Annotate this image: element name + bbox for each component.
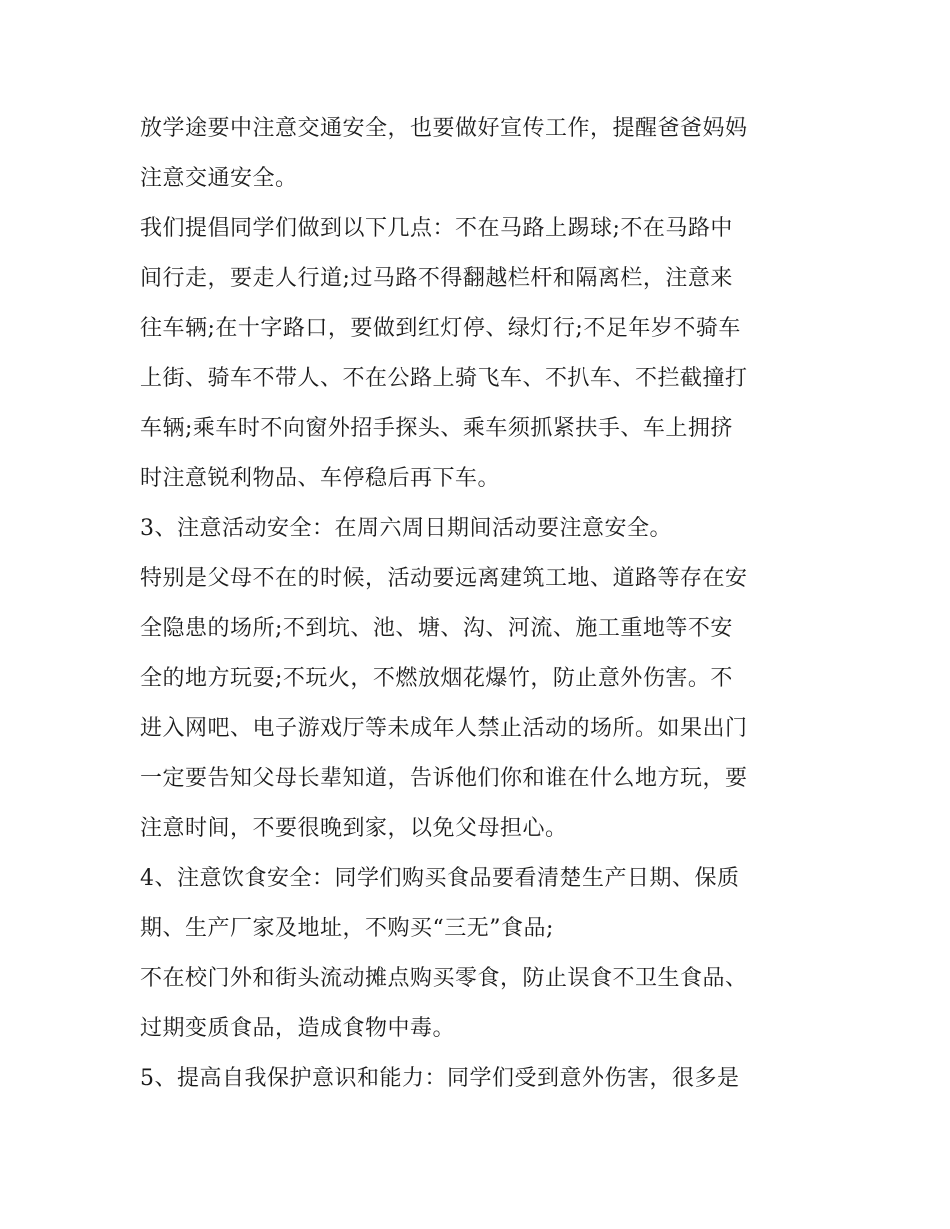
text-line: 注意交通安全。 xyxy=(140,166,298,191)
text-line: 全隐患的场所;不到坑、池、塘、沟、河流、施工重地等不安 xyxy=(140,616,733,641)
text-line: 上街、骑车不带人、不在公路上骑飞车、不扒车、不拦截撞打 xyxy=(140,366,748,391)
text-line: 进入网吧、电子游戏厅等未成年人禁止活动的场所。如果出门 xyxy=(140,716,748,741)
paragraph-self-protection xyxy=(140,1054,830,1104)
text-line: 期、生产厂家及地址，不购买“三无”食品; xyxy=(140,916,554,941)
text-line: 4、注意饮食安全：同学们购买食品要看清楚生产日期、保质 xyxy=(140,866,740,891)
paragraph-traffic-reminder xyxy=(140,104,830,204)
text-line: 不在校门外和街头流动摊点购买零食，防止误食不卫生食品、 xyxy=(140,966,748,991)
paragraph-food-safety-detail xyxy=(140,954,830,1054)
paragraph-food-safety xyxy=(140,854,830,954)
paragraph-traffic-rules xyxy=(140,204,830,504)
text-line: 时注意锐利物品、车停稳后再下车。 xyxy=(140,466,501,491)
text-line: 车辆;乘车时不向窗外招手探头、乘车须抓紧扶手、车上拥挤 xyxy=(140,416,733,441)
document-body xyxy=(140,104,830,1104)
text-line: 全的地方玩耍;不玩火，不燃放烟花爆竹，防止意外伤害。不 xyxy=(140,666,733,691)
paragraph-activity-safety xyxy=(140,554,830,854)
text-line: 一定要告知父母长辈知道，告诉他们你和谁在什么地方玩，要 xyxy=(140,766,748,791)
text-line: 过期变质食品，造成食物中毒。 xyxy=(140,1016,456,1041)
text-line: 往车辆;在十字路口，要做到红灯停、绿灯行;不足年岁不骑车 xyxy=(140,316,741,341)
heading-activity-safety xyxy=(140,504,830,554)
text-line: 间行走，要走人行道;过马路不得翻越栏杆和隔离栏，注意来 xyxy=(140,266,733,291)
text-line: 特别是父母不在的时候，活动要远离建筑工地、道路等存在安 xyxy=(140,566,748,591)
text-line: 注意时间，不要很晚到家，以免父母担心。 xyxy=(140,816,568,841)
text-line: 3、注意活动安全：在周六周日期间活动要注意安全。 xyxy=(140,516,672,541)
text-line: 我们提倡同学们做到以下几点：不在马路上踢球;不在马路中 xyxy=(140,216,733,241)
text-line: 放学途要中注意交通安全，也要做好宣传工作，提醒爸爸妈妈 xyxy=(140,116,748,141)
text-line: 5、提高自我保护意识和能力：同学们受到意外伤害，很多是 xyxy=(140,1066,740,1091)
